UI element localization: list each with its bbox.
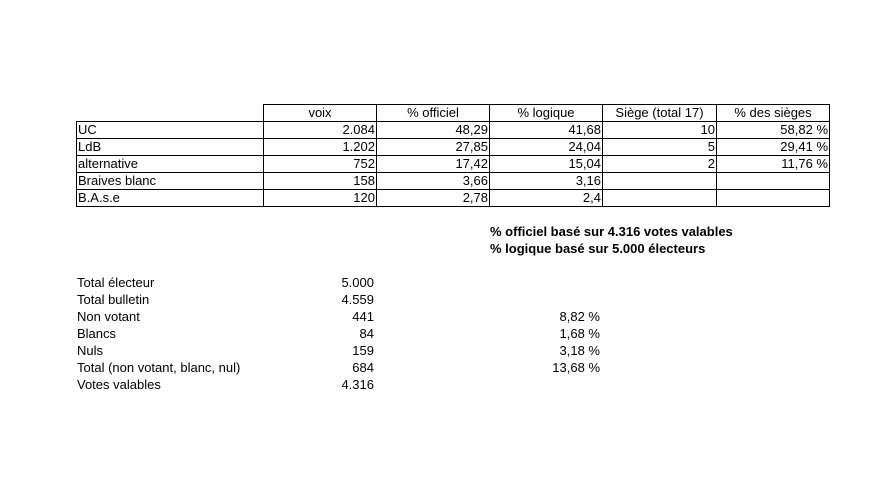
pct-sieges-cell	[717, 190, 830, 207]
stat-label: Nuls	[77, 343, 104, 358]
stat-label: Total électeur	[77, 275, 155, 290]
sieges-cell: 10	[603, 122, 717, 139]
note-logique: % logique basé sur 5.000 électeurs	[490, 241, 706, 256]
voix-cell: 2.084	[264, 122, 377, 139]
stat-value: 441	[352, 309, 374, 324]
stats-block	[77, 274, 607, 393]
results-table	[76, 104, 830, 207]
stat-row-nuls	[77, 342, 607, 359]
party-name: Braives blanc	[77, 173, 264, 190]
pct-logique-cell: 2,4	[490, 190, 603, 207]
stat-row-votes-valables	[77, 376, 607, 393]
stat-value: 84	[359, 326, 374, 341]
pct-sieges-cell: 29,41 %	[717, 139, 830, 156]
header-blank-cell	[77, 105, 264, 122]
stat-row-blancs	[77, 325, 607, 342]
notes-block	[490, 223, 733, 257]
stat-label: Non votant	[77, 309, 140, 324]
stat-row-total-non-valables	[77, 359, 607, 376]
pct-logique-cell: 41,68	[490, 122, 603, 139]
stat-value: 4.316	[341, 377, 374, 392]
stat-row-total-electeur	[77, 274, 607, 291]
voix-cell: 158	[264, 173, 377, 190]
pct-logique-cell: 24,04	[490, 139, 603, 156]
stat-value: 159	[352, 343, 374, 358]
stat-label: Votes valables	[77, 377, 161, 392]
table-row	[77, 190, 830, 207]
sieges-cell	[603, 190, 717, 207]
pct-officiel-cell: 27,85	[377, 139, 490, 156]
stat-value: 5.000	[341, 275, 374, 290]
stat-value: 684	[352, 360, 374, 375]
party-name: LdB	[77, 139, 264, 156]
voix-cell: 752	[264, 156, 377, 173]
stat-pct: 3,18 %	[559, 343, 600, 358]
pct-logique-cell: 3,16	[490, 173, 603, 190]
stat-row-total-bulletin	[77, 291, 607, 308]
header-voix: voix	[264, 105, 377, 122]
pct-sieges-cell: 11,76 %	[717, 156, 830, 173]
stat-value: 4.559	[341, 292, 374, 307]
stat-pct: 1,68 %	[559, 326, 600, 341]
sieges-cell: 5	[603, 139, 717, 156]
table-row	[77, 173, 830, 190]
stat-pct: 8,82 %	[559, 309, 600, 324]
table-row	[77, 122, 830, 139]
header-pct-sieges: % des sièges	[717, 105, 830, 122]
party-name: UC	[77, 122, 264, 139]
sieges-cell: 2	[603, 156, 717, 173]
pct-officiel-cell: 3,66	[377, 173, 490, 190]
party-name: alternative	[77, 156, 264, 173]
table-header-row	[77, 105, 830, 122]
stat-pct: 13,68 %	[552, 360, 600, 375]
voix-cell: 120	[264, 190, 377, 207]
pct-sieges-cell	[717, 173, 830, 190]
pct-officiel-cell: 2,78	[377, 190, 490, 207]
pct-officiel-cell: 17,42	[377, 156, 490, 173]
stat-label: Total bulletin	[77, 292, 150, 307]
header-pct-officiel: % officiel	[377, 105, 490, 122]
stat-label: Blancs	[77, 326, 117, 341]
header-sieges: Siège (total 17)	[603, 105, 717, 122]
pct-sieges-cell: 58,82 %	[717, 122, 830, 139]
party-name: B.A.s.e	[77, 190, 264, 207]
pct-logique-cell: 15,04	[490, 156, 603, 173]
sieges-cell	[603, 173, 717, 190]
stat-row-non-votant	[77, 308, 607, 325]
table-row	[77, 156, 830, 173]
table-row	[77, 139, 830, 156]
note-officiel: % officiel basé sur 4.316 votes valables	[490, 224, 733, 239]
header-pct-logique: % logique	[490, 105, 603, 122]
voix-cell: 1.202	[264, 139, 377, 156]
stat-label: Total (non votant, blanc, nul)	[77, 360, 241, 375]
pct-officiel-cell: 48,29	[377, 122, 490, 139]
